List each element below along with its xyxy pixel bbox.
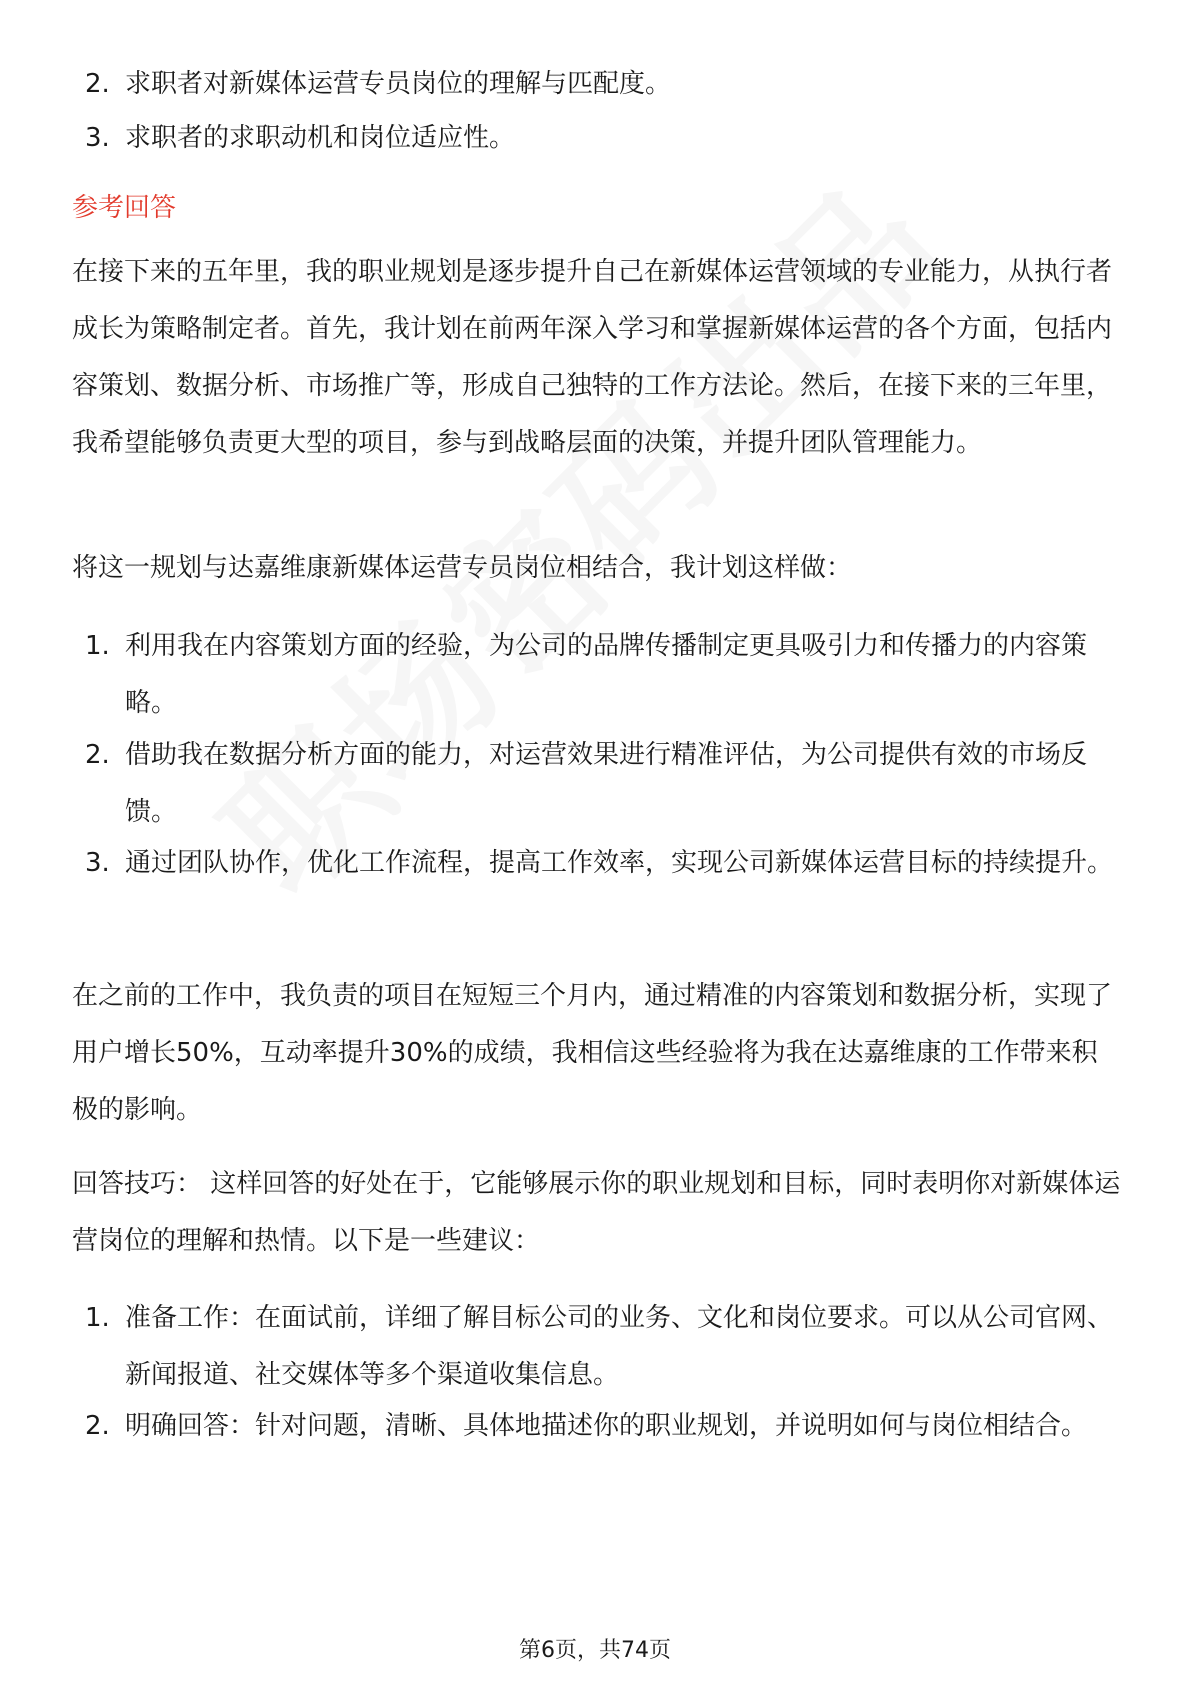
list-item xyxy=(85,618,1122,732)
list-item xyxy=(85,1398,1122,1455)
list-number: 1. xyxy=(85,1303,110,1333)
list-text: 通过团队协作，优化工作流程，提高工作效率，实现公司新媒体运营目标的持续提升。 xyxy=(125,848,1114,878)
list-text: 求职者的求职动机和岗位适应性。 xyxy=(125,123,516,153)
list-item xyxy=(85,727,1122,841)
list-number: 3. xyxy=(85,123,110,153)
list-number: 3. xyxy=(85,848,110,878)
list-item xyxy=(85,835,1122,892)
list-number: 2. xyxy=(85,740,110,770)
answer-paragraph: 将这一规划与达嘉维康新媒体运营专员岗位相结合，我计划这样做： xyxy=(72,553,853,583)
list-text: 求职者对新媒体运营专员岗位的理解与匹配度。 xyxy=(125,69,672,99)
answer-paragraph: 在之前的工作中，我负责的项目在短短三个月内，通过精准的内容策划和数据分析，实现了用户增长50%，互动率提升30%的成绩，我相信这些经验将为我在达嘉维康的工作带来积极的影响。 xyxy=(72,981,1113,1125)
list-item xyxy=(85,56,1122,113)
list-number: 1. xyxy=(85,631,110,661)
list-item xyxy=(85,110,1122,167)
page-number-footer: 第6页，共74页 xyxy=(519,1638,671,1663)
list-text: 明确回答：针对问题，清晰、具体地描述你的职业规划，并说明如何与岗位相结合。 xyxy=(125,1411,1088,1441)
list-text: 准备工作：在面试前，详细了解目标公司的业务、文化和岗位要求。可以从公司官网、新闻报道、社交媒体等多个渠道收集信息。 xyxy=(125,1303,1114,1390)
answer-tips-paragraph: 回答技巧： 这样回答的好处在于，它能够展示你的职业规划和目标，同时表明你对新媒体运营岗位的理解和热情。以下是一些建议： xyxy=(72,1169,1121,1256)
list-item xyxy=(85,1290,1122,1404)
list-number: 2. xyxy=(85,69,110,99)
reference-answer-heading: 参考回答 xyxy=(72,193,177,223)
list-number: 2. xyxy=(85,1411,110,1441)
list-text: 借助我在数据分析方面的能力，对运营效果进行精准评估，为公司提供有效的市场反馈。 xyxy=(125,740,1088,827)
list-text: 利用我在内容策划方面的经验，为公司的品牌传播制定更具吸引力和传播力的内容策略。 xyxy=(125,631,1088,718)
answer-paragraph: 在接下来的五年里，我的职业规划是逐步提升自己在新媒体运营领域的专业能力，从执行者成长为策略制定者。首先，我计划在前两年深入学习和掌握新媒体运营的各个方面，包括内容策划、数据分析、市场推广等，形成自己独特的工作方法论。然后，在接下来的三年里，我希望能够负责更大型的项目，参与到战略层面的决策，并提升团队管理能力。 xyxy=(72,257,1113,458)
